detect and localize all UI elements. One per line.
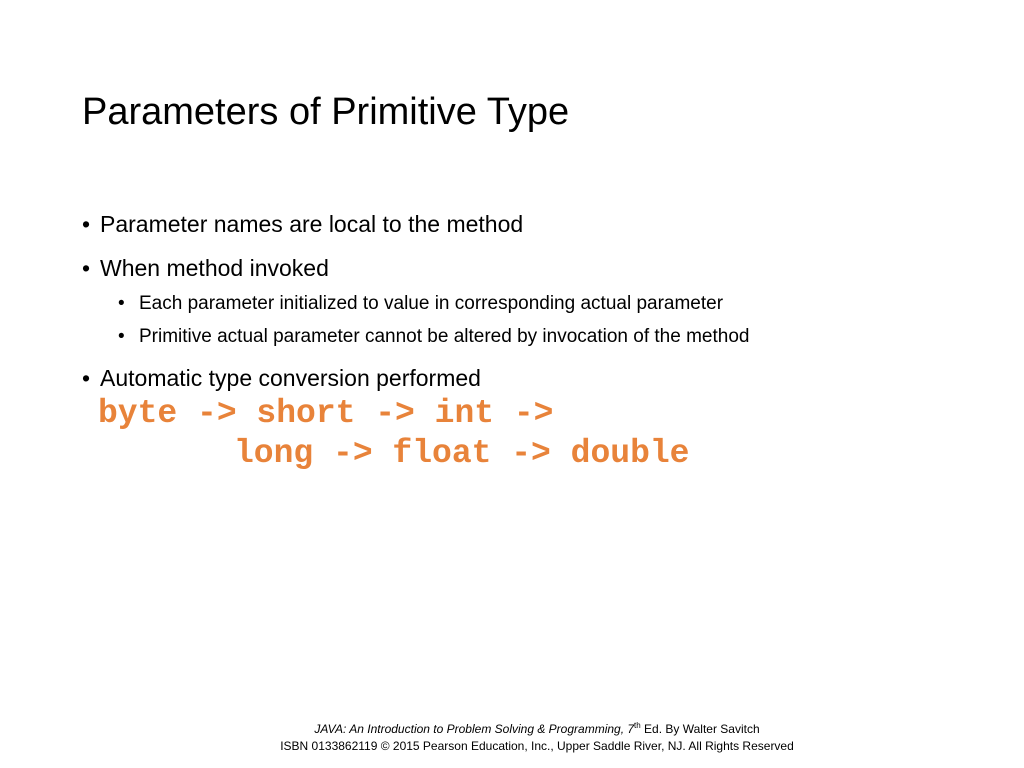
bullet-list	[82, 208, 982, 474]
bullet-item	[82, 208, 982, 240]
sub-bullet-text: Each parameter initialized to value in corresponding actual parameter	[139, 293, 724, 314]
sub-bullet-item	[82, 323, 982, 350]
bullet-item	[82, 362, 982, 394]
sub-bullet-text: Primitive actual parameter cannot be altered by invocation of the method	[139, 326, 750, 347]
bullet-icon: •	[82, 211, 91, 237]
bullet-text: Automatic type conversion performed	[100, 365, 481, 391]
bullet-item	[82, 252, 982, 284]
footer-edition-superscript: th	[634, 721, 641, 730]
bullet-icon: •	[118, 293, 125, 314]
bullet-icon: •	[82, 365, 91, 391]
bullet-text: When method invoked	[100, 255, 329, 281]
footer-citation	[0, 721, 1024, 738]
slide-title: Parameters of Primitive Type	[82, 91, 570, 133]
sub-bullet-item	[82, 290, 982, 317]
footer-copyright: ISBN 0133862119 © 2015 Pearson Education, Inc., Upper Saddle River, NJ. All Rights Reserved	[280, 739, 794, 753]
bullet-icon: •	[82, 255, 91, 281]
bullet-icon: •	[118, 326, 125, 347]
bullet-text: Parameter names are local to the method	[100, 211, 524, 237]
slide-footer	[0, 721, 1024, 755]
code-line-type-widening-2: long -> float -> double	[234, 435, 690, 472]
code-line-type-widening-1: byte -> short -> int ->	[98, 395, 554, 432]
footer-edition-author: Ed. By Walter Savitch	[640, 722, 760, 736]
footer-book-title: JAVA: An Introduction to Problem Solving & Programming, 7	[314, 722, 635, 736]
